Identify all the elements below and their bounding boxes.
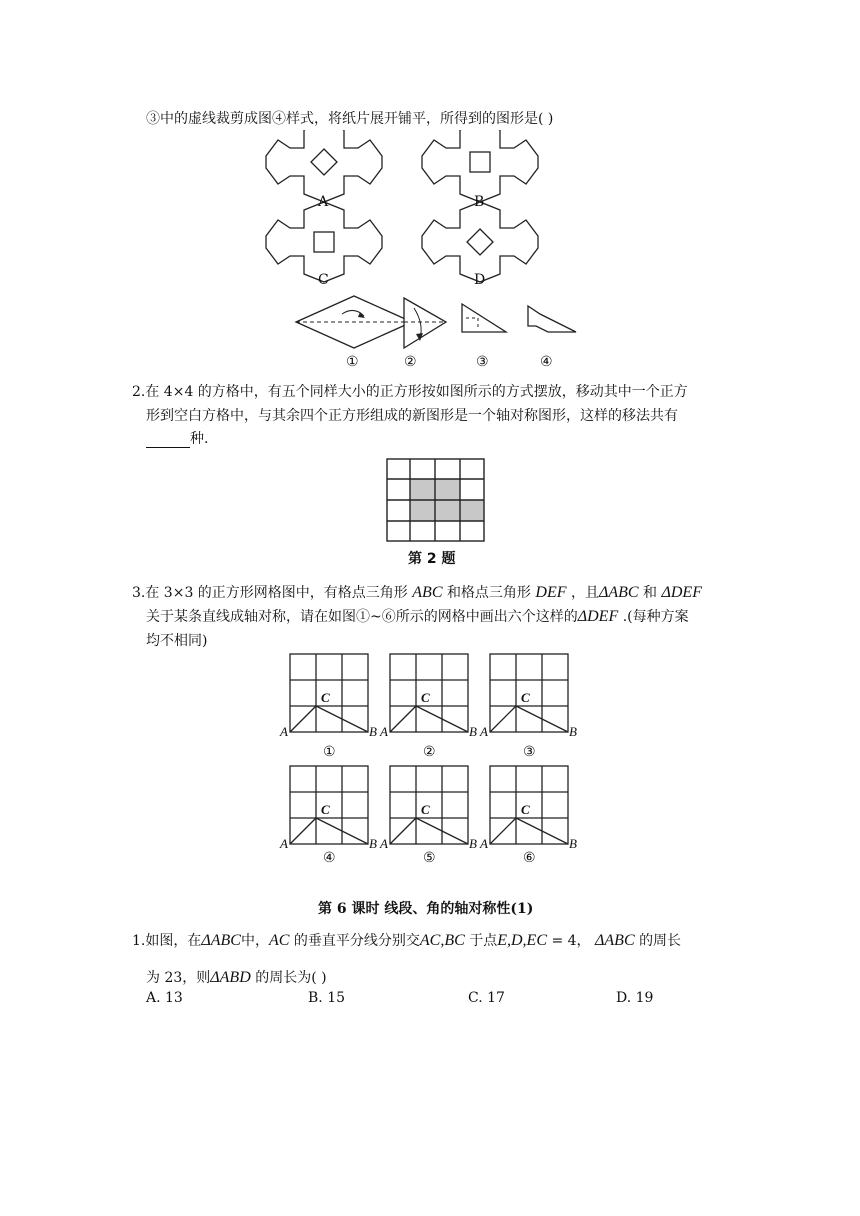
q4-line2: 为 23，则ΔABD 的周长为( ) <box>146 969 327 986</box>
option-b-label: B <box>474 194 485 210</box>
q1-intro: ③中的虚线裁剪成图④样式，将纸片展开铺平，所得到的图形是( ) <box>146 111 554 127</box>
grid-4-a: A <box>280 836 288 851</box>
q4-option-a[interactable]: A. 13 <box>146 990 183 1006</box>
grid-3-label: ③ <box>523 744 536 760</box>
grid-4-b: B <box>369 836 377 851</box>
step-1-label: ① <box>346 354 359 370</box>
grid-6-label: ⑥ <box>523 850 536 866</box>
q3-line2: 关于某条直线成轴对称，请在如图①~⑥所示的网格中画出六个这样的ΔDEF .(每种方案 <box>146 608 689 625</box>
option-d-label: D <box>474 272 486 288</box>
grid-1-c: C <box>321 690 330 705</box>
q4-option-c[interactable]: C. 17 <box>468 990 505 1006</box>
option-d-figure <box>422 202 538 282</box>
step-3-label: ③ <box>476 354 489 370</box>
q2-grid-figure <box>386 458 486 542</box>
step-2-label: ② <box>404 354 417 370</box>
grid-5-a: A <box>380 836 388 851</box>
grid-3-a: A <box>480 724 488 739</box>
option-c-figure <box>266 202 382 282</box>
grid-3-c: C <box>521 690 530 705</box>
grid-4-label: ④ <box>323 850 336 866</box>
step-4-label: ④ <box>540 354 553 370</box>
grid-3-b: B <box>569 724 577 739</box>
step-1-figure <box>296 296 412 348</box>
option-a-label: A <box>318 194 329 210</box>
grid-1-b: B <box>369 724 377 739</box>
grid-5-c: C <box>421 802 430 817</box>
q2-line2: 形到空白方格中，与其余四个正方形组成的新图形是一个轴对称图形，这样的移法共有 <box>146 408 678 424</box>
grid-4-c: C <box>321 802 330 817</box>
q2-line3: 种. <box>146 428 208 448</box>
option-c-label: C <box>318 272 329 288</box>
grid-2-label: ② <box>423 744 436 760</box>
answer-blank[interactable] <box>146 433 190 448</box>
option-b-figure <box>422 130 538 202</box>
q4-option-d[interactable]: D. 19 <box>616 990 654 1006</box>
step-4-figure <box>528 306 576 332</box>
grid-2-a: A <box>380 724 388 739</box>
step-2-figure <box>404 298 446 348</box>
grid-6-c: C <box>521 802 530 817</box>
grid-2-c: C <box>421 690 430 705</box>
q3-grids-figure <box>0 650 860 870</box>
q3-line3: 均不相同) <box>146 633 208 649</box>
q2-caption: 第 2 题 <box>408 551 456 567</box>
q3-line1: 3.在 3×3 的正方形网格图中，有格点三角形 ABC 和格点三角形 DEF ，且ΔABC 和 ΔDEF <box>132 584 702 601</box>
grid-2-b: B <box>469 724 477 739</box>
section-title: 第 6 课时 线段、角的轴对称性(1) <box>318 901 534 917</box>
grid-1-label: ① <box>323 744 336 760</box>
grid-6-a: A <box>480 836 488 851</box>
q4-line1: 1.如图，在ΔABC中，AC 的垂直平分线分别交AC,BC 于点E,D,EC = 4， ΔABC 的周长 <box>132 932 682 949</box>
grid-6-b: B <box>569 836 577 851</box>
step-3-figure <box>462 304 506 332</box>
q1-options-figure <box>0 130 860 510</box>
grid-1-a: A <box>280 724 288 739</box>
grid-5-label: ⑤ <box>423 850 436 866</box>
grid-5-b: B <box>469 836 477 851</box>
q2-line1: 2.在 4×4 的方格中，有五个同样大小的正方形按如图所示的方式摆放，移动其中一个正方 <box>132 384 688 400</box>
q4-option-b[interactable]: B. 15 <box>308 990 346 1006</box>
option-a-figure <box>266 130 382 202</box>
